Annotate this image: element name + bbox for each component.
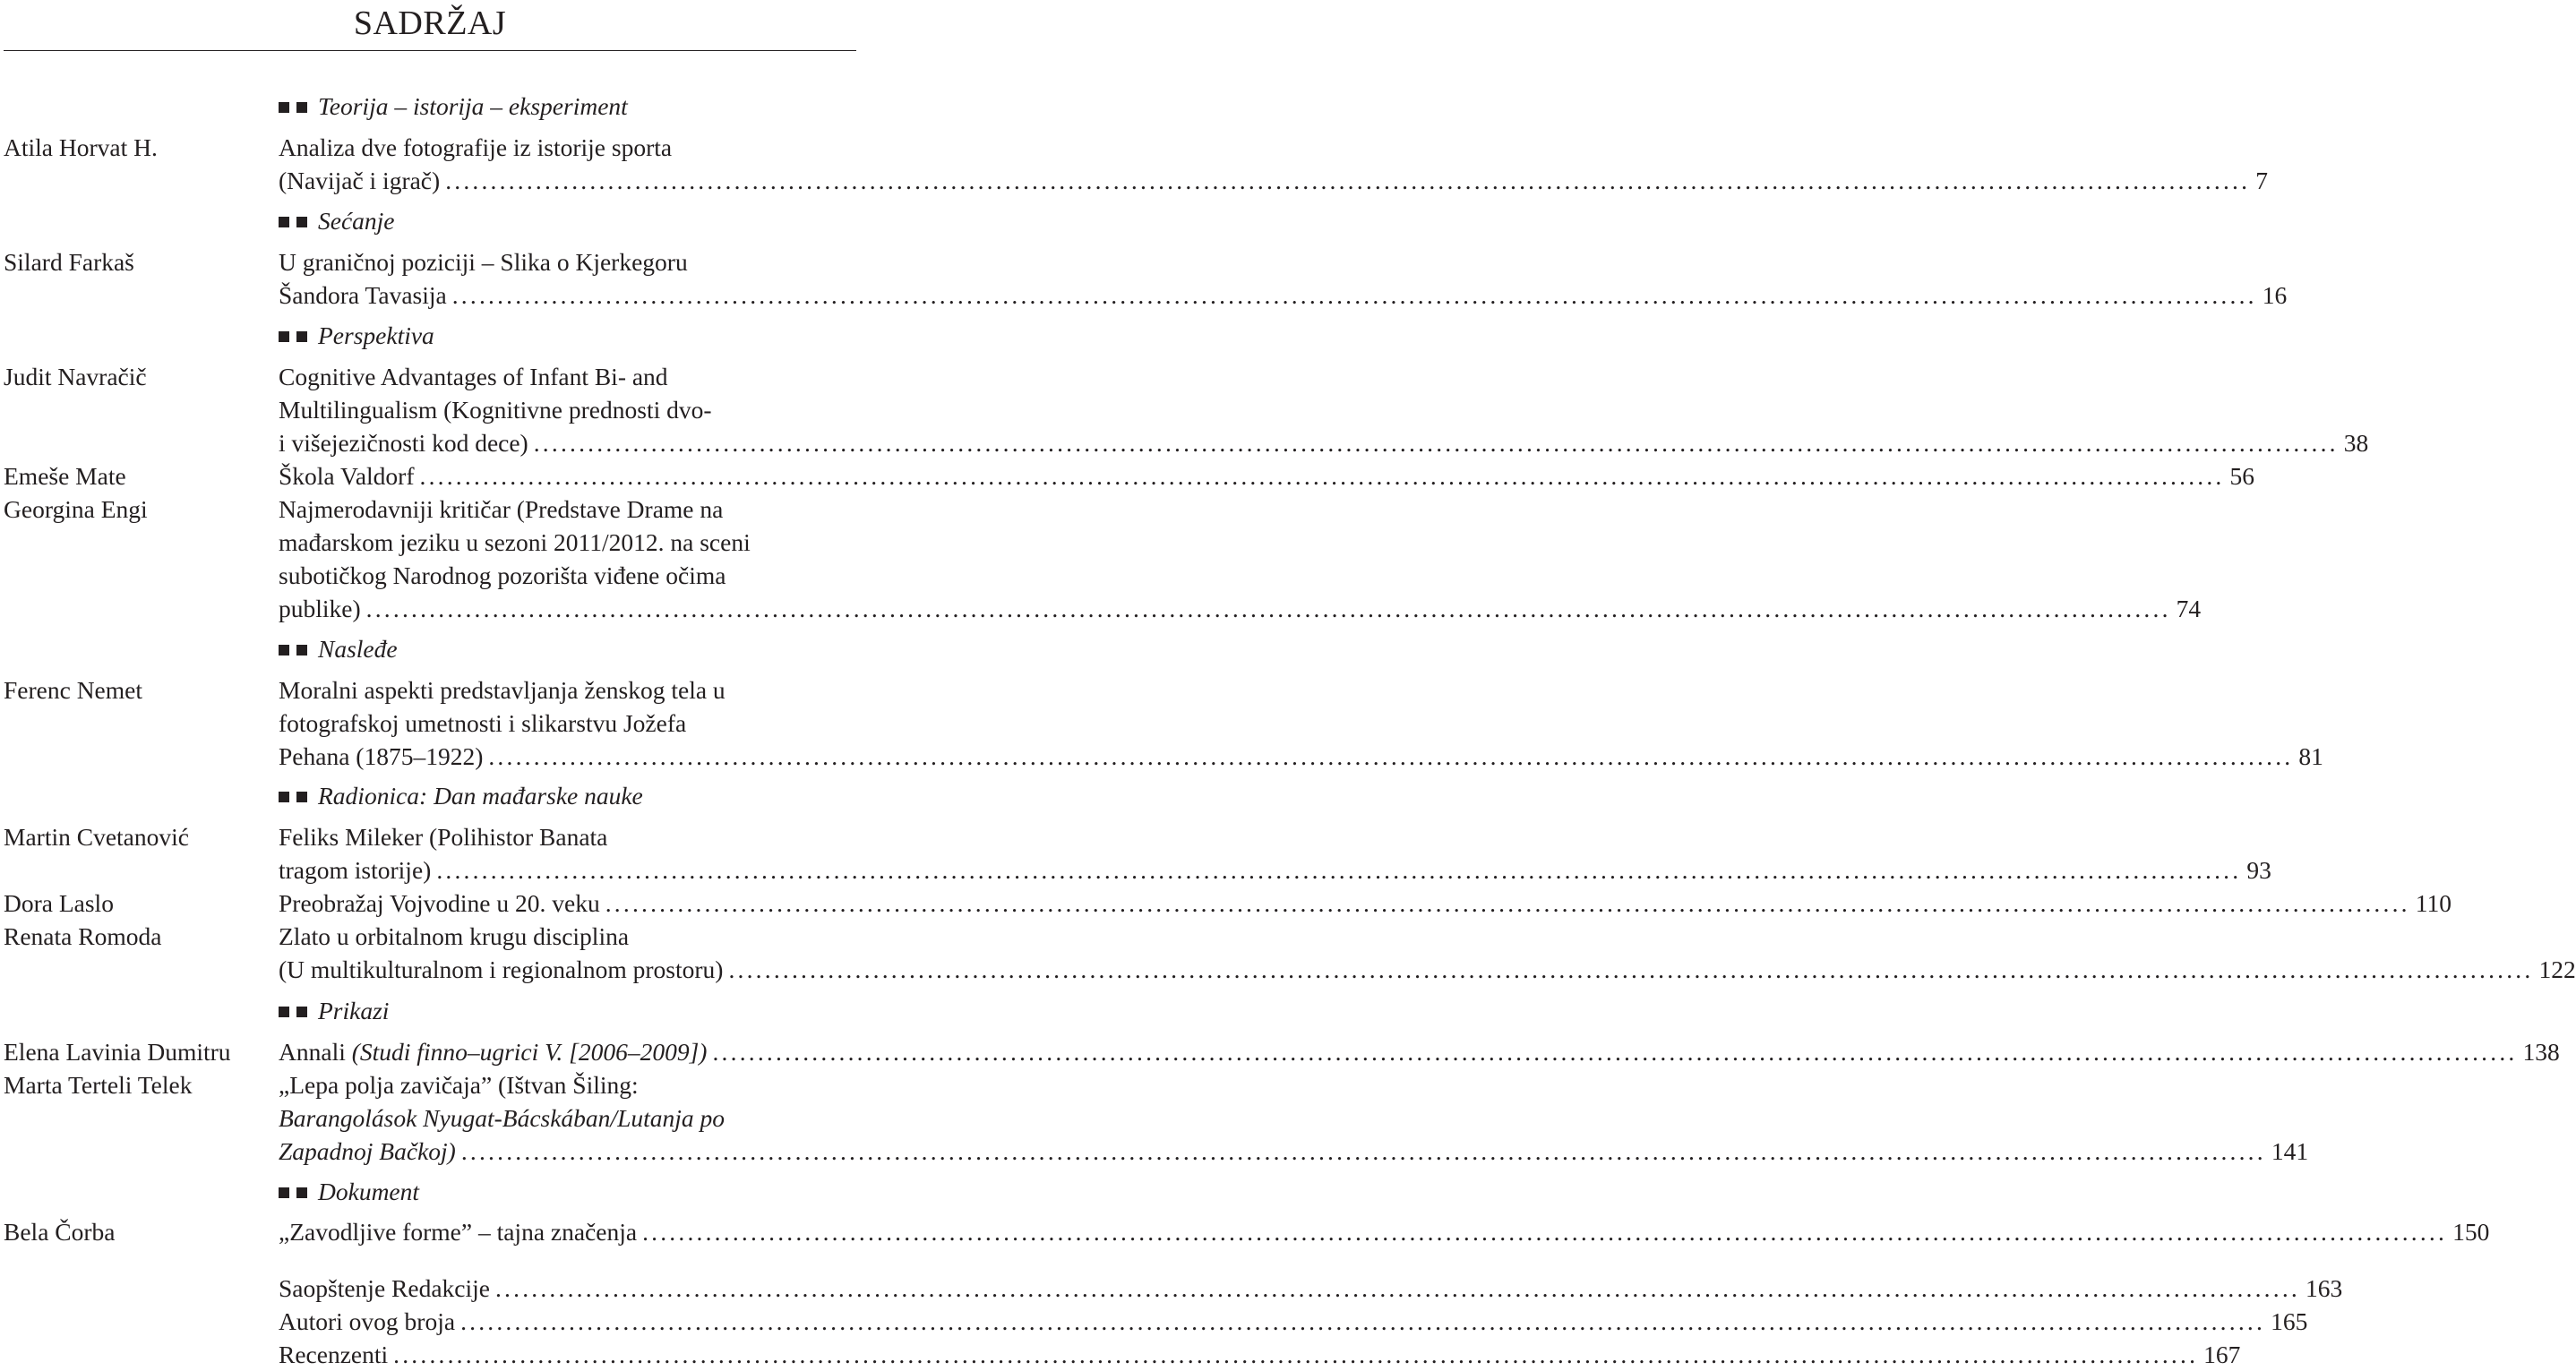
page-number: 81 <box>2298 742 2323 770</box>
entry-title-line: Saopštenje Redakcije <box>279 1274 490 1302</box>
section-title: Nasleđe <box>318 635 398 663</box>
square-bullet-icon <box>296 645 307 656</box>
entry-title-block <box>279 1338 2241 1371</box>
page-number: 150 <box>2452 1218 2490 1246</box>
page-number: 165 <box>2271 1307 2308 1335</box>
section-heading <box>279 204 395 237</box>
section-heading <box>279 90 628 123</box>
section-heading <box>279 1175 419 1208</box>
square-bullet-icon <box>279 217 289 227</box>
entry-title-line: Feliks Mileker (Polihistor Banata <box>279 823 608 851</box>
square-bullet-icon <box>279 331 289 342</box>
entry-title-block <box>279 1215 2490 1248</box>
page-number: 16 <box>2262 281 2288 309</box>
entry-title-last-line <box>279 278 2288 312</box>
section-title: Prikazi <box>318 997 390 1024</box>
entry-title-block <box>279 131 2268 197</box>
section-heading <box>279 779 643 812</box>
entry-title-line: Zlato u orbitalnom krugu disciplina <box>279 922 630 950</box>
entry-title-line: (U multikulturalnom i regionalnom prostoru) <box>279 955 724 983</box>
square-bullet-icon <box>279 1187 289 1198</box>
entry-title-line: Šandora Tavasija <box>279 281 447 309</box>
dot-leader: ........................................................................................................................................................................................................ <box>712 1038 2518 1066</box>
entry-title-last-line <box>279 1338 2241 1371</box>
dot-leader: ........................................................................................................................................................................................................ <box>460 1137 2266 1165</box>
entry-title-line: Zapadnoj Bačkoj) <box>279 1137 456 1165</box>
page-number: 93 <box>2246 856 2271 884</box>
dot-leader: ........................................................................................................................................................................................................ <box>488 742 2294 770</box>
square-bullet-icon <box>279 102 289 113</box>
section-title: Perspektiva <box>318 321 434 349</box>
entry-title-block <box>279 493 2202 625</box>
entry-title-last-line <box>279 1215 2490 1248</box>
entry-title-block <box>279 1068 2309 1168</box>
entry-title-line: Barangolások Nyugat-Bácskában/Lutanja po <box>279 1104 726 1132</box>
page-number: 141 <box>2271 1137 2309 1165</box>
page-number: 163 <box>2305 1274 2343 1302</box>
dot-leader: ........................................................................................................................................................................................................ <box>436 856 2242 884</box>
entry-title-last-line <box>279 740 2323 773</box>
entry-title-block <box>279 1035 2560 1068</box>
entry-title-line: Analiza dve fotografije iz istorije sporta <box>279 133 673 161</box>
page-title: SADRŽAJ <box>353 4 507 42</box>
entry-title-last-line <box>279 953 2576 986</box>
entry-title-line: U graničnoj poziciji – Slika o Kjerkegoru <box>279 248 688 276</box>
entry-title-last-line <box>279 1135 2309 1168</box>
page-number: 138 <box>2522 1038 2560 1066</box>
square-bullet-icon <box>296 217 307 227</box>
entry-author: Ferenc Nemet <box>4 676 142 704</box>
entry-author: Martin Cvetanović <box>4 823 189 851</box>
entry-title-line: tragom istorije) <box>279 856 432 884</box>
entry-title-line: Recenzenti <box>279 1341 389 1368</box>
entry-title-line: „Lepa polja zavičaja” (Ištvan Šiling: <box>279 1071 639 1099</box>
page-number: 56 <box>2229 462 2254 490</box>
entry-title-line: publike) <box>279 595 361 622</box>
section-heading <box>279 994 389 1027</box>
page-number: 74 <box>2176 595 2202 622</box>
entry-title-line: Cognitive Advantages of Infant Bi- and <box>279 363 668 390</box>
entry-title-block <box>279 245 2288 312</box>
entry-author: Marta Terteli Telek <box>4 1071 193 1099</box>
entry-title-line: Annali (Studi finno–ugrici V. [2006–2009]) <box>279 1038 708 1066</box>
entry-title-line: Multilingualism (Kognitivne prednosti dvo- <box>279 396 712 424</box>
dot-leader: ........................................................................................................................................................................................................ <box>365 595 2171 622</box>
section-heading <box>279 632 398 665</box>
square-bullet-icon <box>296 102 307 113</box>
dot-leader: ........................................................................................................................................................................................................ <box>393 1341 2199 1368</box>
entry-title-line: Preobražaj Vojvodine u 20. veku <box>279 889 600 917</box>
dot-leader: ........................................................................................................................................................................................................ <box>494 1274 2300 1302</box>
section-heading <box>279 319 434 352</box>
entry-author: Silard Farkaš <box>4 248 134 276</box>
dot-leader: ........................................................................................................................................................................................................ <box>419 462 2225 490</box>
page-number: 7 <box>2255 167 2268 194</box>
section-title: Teorija – istorija – eksperiment <box>318 92 628 120</box>
entry-title-last-line <box>279 592 2202 625</box>
dot-leader: ........................................................................................................................................................................................................ <box>642 1218 2448 1246</box>
square-bullet-icon <box>296 1187 307 1198</box>
section-title: Radionica: Dan mađarske nauke <box>318 782 643 810</box>
entry-title-line: Najmerodavniji kritičar (Predstave Drame na <box>279 495 724 523</box>
dot-leader: ........................................................................................................................................................................................................ <box>605 889 2410 917</box>
dot-leader: ........................................................................................................................................................................................................ <box>445 167 2251 194</box>
square-bullet-icon <box>296 331 307 342</box>
entry-title-line: Autori ovog broja <box>279 1307 456 1335</box>
entry-title-line: mađarskom jeziku u sezoni 2011/2012. na sceni <box>279 528 751 556</box>
entry-author: Elena Lavinia Dumitru <box>4 1038 231 1066</box>
square-bullet-icon <box>279 792 289 802</box>
entry-title-last-line <box>279 459 2254 493</box>
square-bullet-icon <box>279 645 289 656</box>
entry-title-last-line <box>279 164 2268 197</box>
section-title: Dokument <box>318 1178 420 1205</box>
entry-author: Emeše Mate <box>4 462 126 490</box>
entry-title-line: subotičkog Narodnog pozorišta viđene očima <box>279 561 726 589</box>
entry-title-last-line <box>279 1305 2308 1338</box>
square-bullet-icon <box>296 1007 307 1017</box>
entry-title-line: Moralni aspekti predstavljanja ženskog tela u <box>279 676 726 704</box>
entry-title-last-line <box>279 1272 2343 1305</box>
page-number: 38 <box>2343 429 2369 457</box>
dot-leader: ........................................................................................................................................................................................................ <box>460 1307 2266 1335</box>
entry-title-last-line <box>279 426 2369 459</box>
entry-title-line: fotografskoj umetnosti i slikarstvu Jožefa <box>279 709 687 737</box>
entry-title-block <box>279 887 2451 920</box>
entry-title-last-line <box>279 887 2451 920</box>
page-number: 122 <box>2538 955 2576 983</box>
entry-title-block <box>279 820 2271 887</box>
square-bullet-icon <box>296 792 307 802</box>
dot-leader: ........................................................................................................................................................................................................ <box>451 281 2257 309</box>
entry-title-block <box>279 1305 2308 1338</box>
square-bullet-icon <box>279 1007 289 1017</box>
entry-title-line: Pehana (1875–1922) <box>279 742 484 770</box>
entry-title-line: i višejezičnosti kod dece) <box>279 429 528 457</box>
page-number: 110 <box>2415 889 2451 917</box>
entry-title-block <box>279 673 2323 773</box>
entry-author: Judit Navračič <box>4 363 147 390</box>
entry-title-last-line <box>279 853 2271 887</box>
entry-title-line: Škola Valdorf <box>279 462 415 490</box>
entry-author: Bela Čorba <box>4 1218 116 1246</box>
dot-leader: ........................................................................................................................................................................................................ <box>533 429 2339 457</box>
dot-leader: ........................................................................................................................................................................................................ <box>728 955 2534 983</box>
entry-title-block <box>279 360 2369 459</box>
title-rule <box>4 50 856 51</box>
page-number: 167 <box>2203 1341 2241 1368</box>
entry-title-line: (Navijač i igrač) <box>279 167 441 194</box>
entry-author: Dora Laslo <box>4 889 114 917</box>
entry-title-block <box>279 459 2254 493</box>
entry-title-last-line <box>279 1035 2560 1068</box>
section-title: Sećanje <box>318 207 395 235</box>
entry-author: Georgina Engi <box>4 495 148 523</box>
entry-title-block <box>279 920 2576 986</box>
entry-title-line: „Zavodljive forme” – tajna značenja <box>279 1218 638 1246</box>
entry-author: Renata Romoda <box>4 922 162 950</box>
entry-author: Atila Horvat H. <box>4 133 158 161</box>
entry-title-block <box>279 1272 2343 1305</box>
